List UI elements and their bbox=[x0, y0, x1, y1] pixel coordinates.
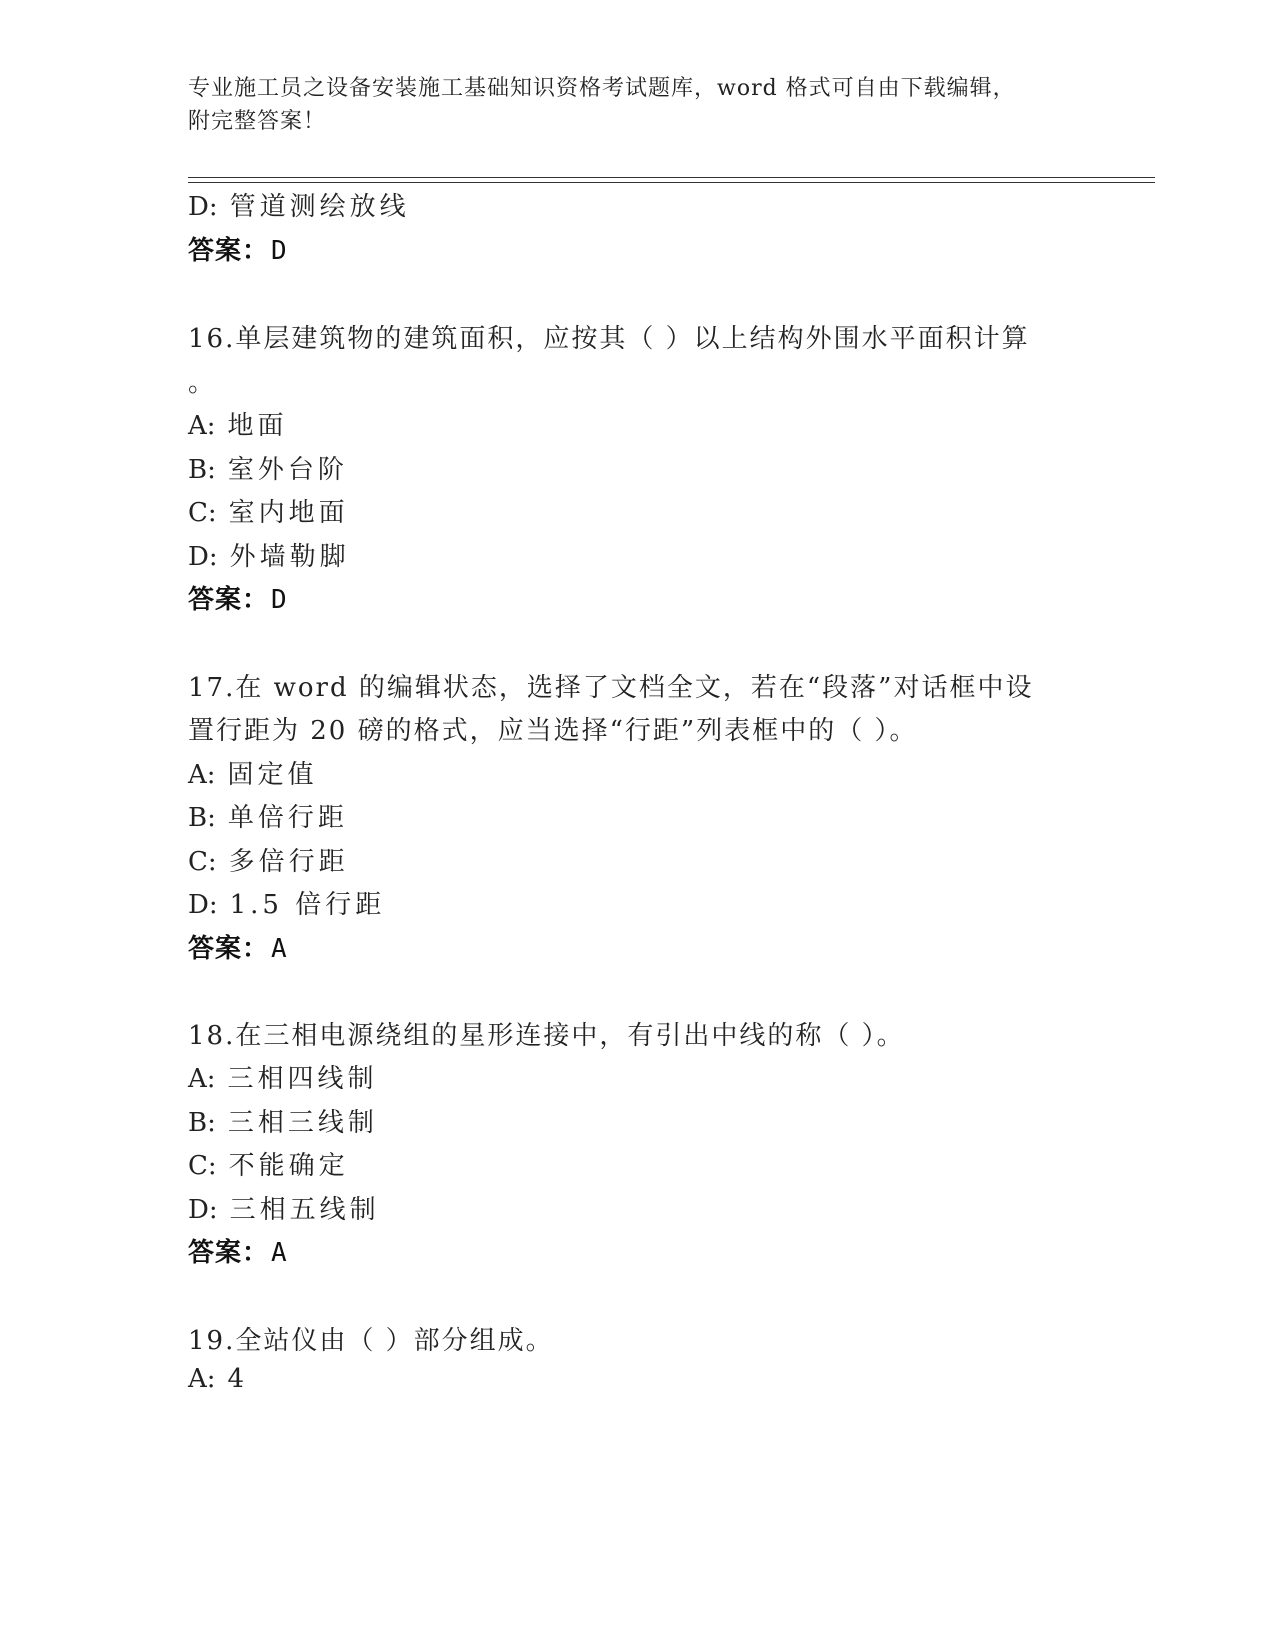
answer-value: D bbox=[271, 236, 288, 266]
answer-value: D bbox=[271, 585, 288, 615]
prev-option-d bbox=[188, 186, 410, 223]
option-letter: A: bbox=[188, 1364, 216, 1394]
option-text: 三相三线制 bbox=[227, 1108, 378, 1138]
option-text: 三相四线制 bbox=[227, 1064, 378, 1094]
option-letter: A: bbox=[188, 1064, 216, 1094]
option-letter: C: bbox=[188, 1151, 217, 1181]
question-16-option-c bbox=[188, 492, 349, 529]
page-header bbox=[188, 72, 1068, 138]
option-letter: D: bbox=[188, 890, 218, 920]
option-letter: B: bbox=[188, 455, 216, 485]
question-18-answer bbox=[188, 1232, 288, 1269]
question-17-option-d bbox=[188, 884, 385, 921]
question-17-option-c bbox=[188, 841, 349, 878]
header-line-2: 附完整答案！ bbox=[188, 109, 327, 134]
option-letter: D: bbox=[188, 1195, 218, 1225]
question-16-stem-line-2: 。 bbox=[188, 368, 217, 398]
answer-label: 答案： bbox=[188, 1238, 270, 1268]
header-double-rule bbox=[188, 177, 1155, 183]
answer-value: A bbox=[271, 934, 288, 964]
question-16-option-b bbox=[188, 449, 348, 486]
question-17-answer bbox=[188, 928, 288, 965]
question-17-stem-line-2: 置行距为 20 磅的格式，应当选择“行距”列表框中的（ ）。 bbox=[188, 716, 918, 746]
option-text: 三相五线制 bbox=[229, 1195, 380, 1225]
option-text: 1.5 倍行距 bbox=[229, 890, 386, 920]
option-text: 多倍行距 bbox=[228, 847, 349, 877]
question-18-option-a bbox=[188, 1058, 378, 1095]
option-letter: C: bbox=[188, 498, 217, 528]
question-16-option-d bbox=[188, 536, 350, 573]
question-16-answer bbox=[188, 579, 288, 616]
answer-label: 答案： bbox=[188, 236, 270, 266]
option-text: 管道测绘放线 bbox=[229, 192, 410, 222]
option-letter: D: bbox=[188, 192, 218, 222]
question-16-option-a bbox=[188, 405, 288, 442]
question-18-option-b bbox=[188, 1102, 378, 1139]
option-letter: A: bbox=[188, 411, 216, 441]
question-18-stem-line-1: 18.在三相电源绕组的星形连接中，有引出中线的称（ ）。 bbox=[188, 1021, 905, 1051]
option-text: 地面 bbox=[227, 411, 288, 441]
option-text: 外墙勒脚 bbox=[229, 542, 350, 572]
answer-value: A bbox=[271, 1238, 288, 1268]
question-16-stem-line-1: 16.单层建筑物的建筑面积，应按其（ ）以上结构外围水平面积计算 bbox=[188, 324, 1030, 354]
question-17-option-b bbox=[188, 797, 348, 834]
question-17-option-a bbox=[188, 754, 318, 791]
question-17-stem-line-1: 17.在 word 的编辑状态，选择了文档全文，若在“段落”对话框中设 bbox=[188, 673, 1034, 703]
option-text: 4 bbox=[227, 1364, 249, 1394]
option-letter: C: bbox=[188, 847, 217, 877]
question-19-stem-line-1: 19.全站仪由（ ）部分组成。 bbox=[188, 1326, 554, 1356]
option-text: 室外台阶 bbox=[227, 455, 348, 485]
option-text: 室内地面 bbox=[228, 498, 349, 528]
question-19-option-a bbox=[188, 1364, 248, 1394]
option-letter: B: bbox=[188, 1108, 216, 1138]
option-text: 不能确定 bbox=[228, 1151, 349, 1181]
option-letter: A: bbox=[188, 760, 216, 790]
question-18-option-d bbox=[188, 1189, 380, 1226]
prev-answer bbox=[188, 230, 288, 267]
answer-label: 答案： bbox=[188, 585, 270, 615]
option-text: 固定值 bbox=[227, 760, 318, 790]
header-line-1: 专业施工员之设备安装施工基础知识资格考试题库，word 格式可自由下载编辑， bbox=[188, 76, 1016, 101]
option-letter: B: bbox=[188, 803, 216, 833]
option-letter: D: bbox=[188, 542, 218, 572]
option-text: 单倍行距 bbox=[227, 803, 348, 833]
question-18-option-c bbox=[188, 1145, 349, 1182]
answer-label: 答案： bbox=[188, 934, 270, 964]
